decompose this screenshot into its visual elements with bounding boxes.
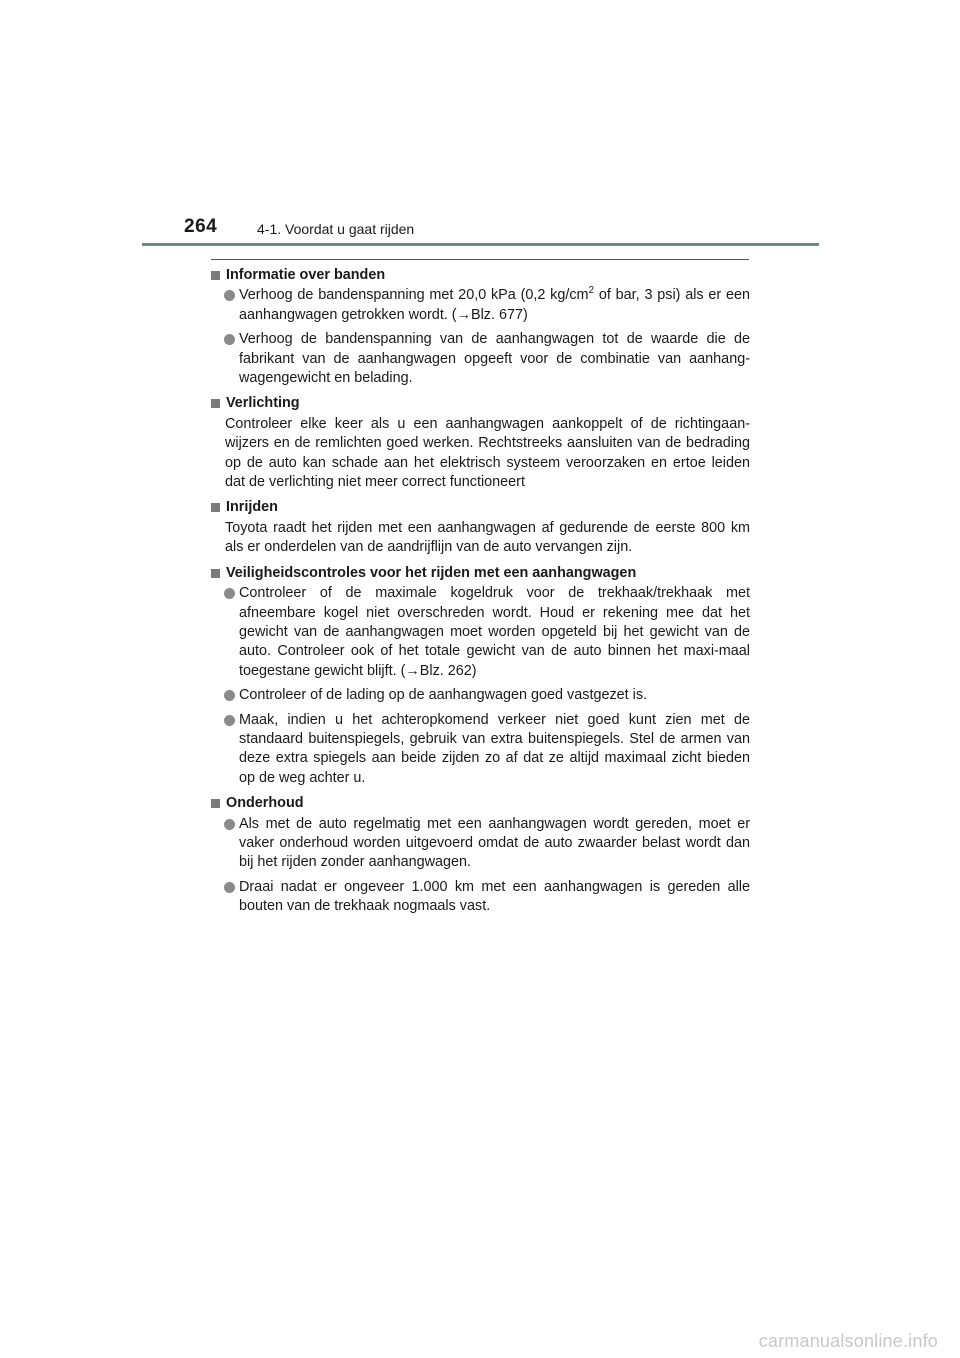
circle-bullet-icon — [224, 334, 235, 345]
section-heading — [210, 394, 750, 413]
section-break-in — [210, 498, 750, 557]
list-item — [210, 815, 750, 873]
list-item — [210, 878, 750, 917]
section-divider — [211, 259, 749, 260]
circle-bullet-icon — [224, 882, 235, 893]
page-content — [210, 266, 750, 923]
list-item-text: Draai nadat er ongeveer 1.000 km met een aanhangwagen is gereden alle bouten van de trekhaak nogmaals vast. — [239, 878, 750, 915]
list-item — [210, 286, 750, 325]
section-heading-text: Onderhoud — [226, 795, 304, 812]
section-heading-text: Veiligheidscontroles voor het rijden met een aanhangwagen — [226, 564, 637, 581]
superscript: 2 — [588, 285, 595, 297]
list-item-text: Als met de auto regelmatig met een aanhangwagen wordt gereden, moet er vaker onderhoud worden uitgevoerd omdat de auto zwaarder belast wordt dan bij het rijden zonder aanhangwagen. — [239, 815, 750, 871]
list-item-text: Maak, indien u het achteropkomend verkeer niet goed kunt zien met de standaard buitenspiegels, gebruik van extra buitenspiegels. Stel de armen van deze extra spiegels aan beide zijden zo af dat ze altijd maximaal zicht bieden op de weg achter u. — [239, 711, 750, 786]
list-item-text: Controleer of de maximale kogeldruk voor de trekhaak/trekhaak met afneembare kogel niet overschreden wordt. Houd er rekening mee dat het gewicht van de aanhangwagen moet worden opgeteld bij het gewicht van de auto. Controleer ook of het totale gewicht van de auto binnen het maxi-maal toegestane gewicht blijft. (→Blz. 262) — [239, 585, 750, 679]
circle-bullet-icon — [224, 715, 235, 726]
section-heading-text: Inrijden — [226, 499, 278, 516]
list-item — [210, 584, 750, 681]
square-bullet-icon — [211, 271, 220, 280]
section-maintenance — [210, 794, 750, 916]
section-lighting — [210, 394, 750, 492]
square-bullet-icon — [211, 569, 220, 578]
list-item — [210, 330, 750, 388]
section-heading-text: Verlichting — [226, 395, 300, 412]
list-item-text: Controleer of de lading op de aanhangwagen goed vastgezet is. — [239, 687, 648, 704]
section-heading — [210, 498, 750, 517]
section-paragraph: Controleer elke keer als u een aanhangwagen aankoppelt of de richtingaan-wijzers en de remlichten goed werken. Rechtstreeks aansluiten van de bedrading op de auto kan schade aan het elektrisch systeem veroorzaken en ertoe leiden dat de verlichting niet meer correct functioneert — [225, 415, 750, 491]
section-heading — [210, 564, 750, 583]
section-safety-checks — [210, 564, 750, 788]
list-item-text: Verhoog de bandenspanning van de aanhangwagen tot de waarde die de fabrikant van de aanhangwagen opgeeft voor de combinatie van aanhang-wagengewicht en belading. — [239, 331, 750, 387]
header-rule — [142, 243, 819, 246]
section-heading — [210, 794, 750, 813]
section-paragraph: Toyota raadt het rijden met een aanhangwagen af gedurende de eerste 800 km als er onderdelen van de aandrijflijn van de auto vervangen zijn. — [225, 519, 750, 556]
circle-bullet-icon — [224, 690, 235, 701]
page-number: 264 — [184, 216, 218, 237]
circle-bullet-icon — [224, 819, 235, 830]
square-bullet-icon — [211, 399, 220, 408]
section-heading-text: Informatie over banden — [226, 267, 386, 283]
section-heading — [210, 266, 750, 285]
watermark: carmanualsonline.info — [758, 1331, 938, 1351]
section-tire-info — [210, 266, 750, 388]
square-bullet-icon — [211, 503, 220, 512]
circle-bullet-icon — [224, 588, 235, 599]
square-bullet-icon — [211, 799, 220, 808]
chapter-title: 4-1. Voordat u gaat rijden — [257, 221, 415, 237]
circle-bullet-icon — [224, 290, 235, 301]
list-item — [210, 686, 750, 705]
list-item-text: Verhoog de bandenspanning met 20,0 kPa (0,2 $kg/cm^2$ of bar, 3 psi) als er een aanhangwagen getrokken wordt. (→Blz. 677) — [239, 285, 750, 323]
list-item — [210, 711, 750, 789]
